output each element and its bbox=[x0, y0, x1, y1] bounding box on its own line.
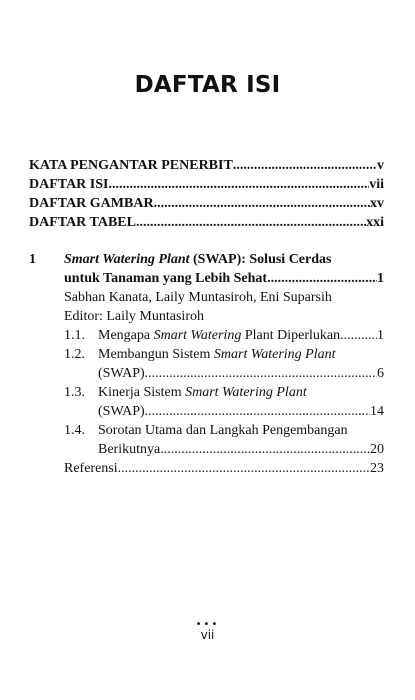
toc-entry-page: xv bbox=[370, 196, 384, 211]
section-title: Membangun Sistem Smart Watering Plant bbox=[98, 347, 336, 362]
toc-entry-page: vii bbox=[369, 177, 384, 192]
section-1-1 bbox=[64, 326, 384, 345]
toc-entry-page: v bbox=[377, 158, 384, 173]
section-1-4 bbox=[64, 421, 384, 459]
front-matter-list bbox=[29, 156, 384, 232]
chapter-title-line2 bbox=[64, 269, 384, 288]
dot-leader bbox=[160, 440, 370, 459]
references-label: Referensi bbox=[64, 461, 118, 476]
chapter-title-text: untuk Tanaman yang Lebih Sehat bbox=[64, 271, 268, 286]
section-title: Kinerja Sistem Smart Watering Plant bbox=[98, 385, 307, 400]
page-number: vii bbox=[200, 628, 215, 642]
dot-leader bbox=[118, 459, 370, 478]
section-1-2 bbox=[64, 345, 384, 383]
footer-ornament: ••• bbox=[195, 619, 220, 630]
dot-leader bbox=[233, 156, 377, 175]
page-title: DAFTAR ISI bbox=[134, 72, 281, 98]
toc-entry-daftar-tabel bbox=[29, 213, 384, 232]
section-title: Sorotan Utama dan Langkah Pengembangan bbox=[98, 423, 348, 438]
chapter-1 bbox=[29, 250, 384, 478]
section-line bbox=[98, 440, 384, 459]
section-line bbox=[98, 364, 384, 383]
dot-leader bbox=[145, 402, 370, 421]
dot-leader bbox=[108, 175, 369, 194]
chapter-editor: Editor: Laily Muntasiroh bbox=[64, 309, 204, 324]
chapter-number: 1 bbox=[29, 252, 36, 267]
toc-entry-daftar-isi bbox=[29, 175, 384, 194]
chapter-title-rest: (SWAP): Solusi Cerdas bbox=[189, 252, 332, 267]
toc-entry-kata-pengantar bbox=[29, 156, 384, 175]
chapter-title-line1 bbox=[64, 250, 384, 269]
chapter-authors: Sabhan Kanata, Laily Muntasiroh, Eni Suparsih bbox=[64, 290, 332, 305]
section-line bbox=[98, 326, 384, 345]
section-title: Mengapa Smart Watering Plant Diperlukan bbox=[98, 328, 341, 343]
dot-leader bbox=[136, 213, 366, 232]
toc-entry-daftar-gambar bbox=[29, 194, 384, 213]
dot-leader bbox=[340, 326, 377, 345]
toc-entry-label: DAFTAR GAMBAR bbox=[29, 196, 154, 211]
toc-entry-label: KATA PENGANTAR PENERBIT bbox=[29, 158, 233, 173]
references-page: 23 bbox=[370, 461, 384, 476]
dot-leader bbox=[267, 269, 377, 288]
chapter-title-italic: Smart Watering Plant bbox=[64, 252, 190, 267]
section-line bbox=[98, 402, 384, 421]
section-number: 1.1. bbox=[64, 328, 85, 343]
references-entry bbox=[64, 459, 384, 478]
section-number: 1.3. bbox=[64, 385, 85, 400]
section-number: 1.2. bbox=[64, 347, 85, 362]
dot-leader bbox=[145, 364, 377, 383]
section-1-3 bbox=[64, 383, 384, 421]
section-page: 6 bbox=[377, 366, 384, 381]
section-title-cont: (SWAP) bbox=[98, 404, 145, 419]
section-title-cont: Berikutnya bbox=[98, 442, 161, 457]
section-page: 20 bbox=[370, 442, 384, 457]
section-page: 14 bbox=[370, 404, 384, 419]
section-number: 1.4. bbox=[64, 423, 85, 438]
toc-entry-page: xxi bbox=[366, 215, 384, 230]
section-title-cont: (SWAP) bbox=[98, 366, 145, 381]
chapter-title-page: 1 bbox=[377, 271, 384, 286]
toc-entry-label: DAFTAR TABEL bbox=[29, 215, 136, 230]
dot-leader bbox=[154, 194, 370, 213]
toc-entry-label: DAFTAR ISI bbox=[29, 177, 109, 192]
section-page: 1 bbox=[377, 328, 384, 343]
